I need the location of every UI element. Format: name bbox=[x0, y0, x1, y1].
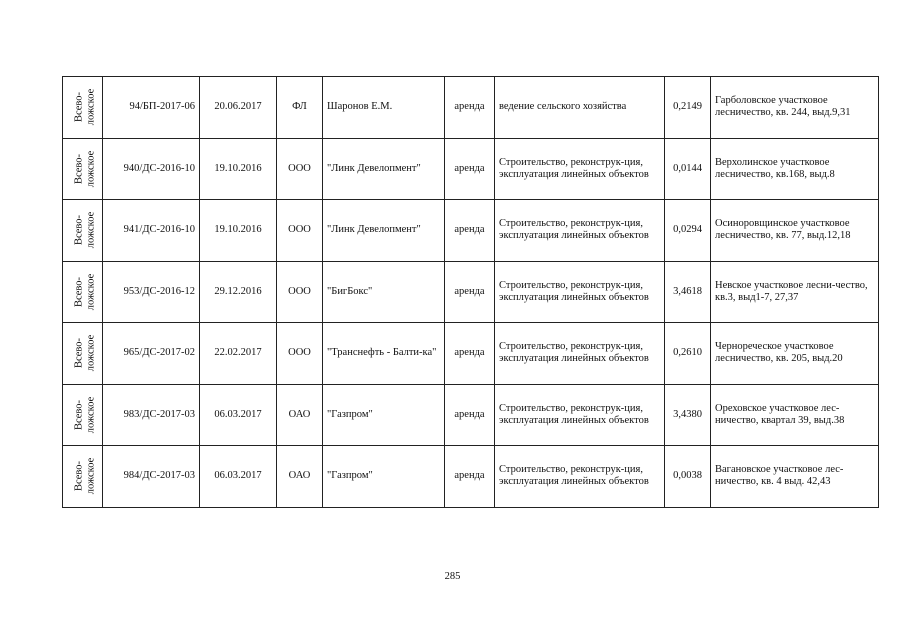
area-value: 3,4380 bbox=[665, 384, 711, 446]
use-type: аренда bbox=[445, 200, 495, 262]
use-type: аренда bbox=[445, 261, 495, 323]
use-purpose: Строительство, реконструк-ция, эксплуатация линейных объектов bbox=[495, 384, 665, 446]
region-label bbox=[73, 458, 97, 495]
use-type: аренда bbox=[445, 138, 495, 200]
region-label-line: ложское bbox=[85, 334, 97, 372]
forest-location: Осиноровщинское участковое лесничество, кв. 77, выд.12,18 bbox=[711, 200, 879, 262]
legal-form: ООО bbox=[277, 138, 323, 200]
region-label bbox=[73, 89, 97, 126]
area-value: 0,0038 bbox=[665, 446, 711, 508]
table-row bbox=[63, 446, 879, 508]
legal-form: ФЛ bbox=[277, 77, 323, 139]
tenant-name: "Линк Девелопмент" bbox=[323, 200, 445, 262]
registry-body bbox=[63, 77, 879, 508]
area-value: 3,4618 bbox=[665, 261, 711, 323]
contract-number: 965/ДС-2017-02 bbox=[103, 323, 200, 385]
use-type: аренда bbox=[445, 446, 495, 508]
legal-form: ООО bbox=[277, 261, 323, 323]
region-label-line: ложское bbox=[85, 457, 97, 495]
region-cell bbox=[63, 200, 103, 262]
contract-date: 20.06.2017 bbox=[200, 77, 277, 139]
region-label bbox=[73, 396, 97, 433]
use-purpose: Строительство, реконструк-ция, эксплуатация линейных объектов bbox=[495, 138, 665, 200]
region-cell bbox=[63, 446, 103, 508]
use-type: аренда bbox=[445, 323, 495, 385]
region-cell bbox=[63, 138, 103, 200]
table-row bbox=[63, 138, 879, 200]
use-purpose: Строительство, реконструк-ция, эксплуатация линейных объектов bbox=[495, 261, 665, 323]
contract-date: 06.03.2017 bbox=[200, 446, 277, 508]
contract-date: 19.10.2016 bbox=[200, 138, 277, 200]
legal-form: ООО bbox=[277, 200, 323, 262]
area-value: 0,2149 bbox=[665, 77, 711, 139]
forest-location: Гарболовское участковое лесничество, кв. 244, выд.9,31 bbox=[711, 77, 879, 139]
table-row bbox=[63, 384, 879, 446]
contract-date: 19.10.2016 bbox=[200, 200, 277, 262]
contract-number: 94/БП-2017-06 bbox=[103, 77, 200, 139]
table-row bbox=[63, 323, 879, 385]
use-purpose: Строительство, реконструк-ция, эксплуатация линейных объектов bbox=[495, 446, 665, 508]
use-purpose: Строительство, реконструк-ция, эксплуатация линейных объектов bbox=[495, 200, 665, 262]
use-type: аренда bbox=[445, 384, 495, 446]
legal-form: ООО bbox=[277, 323, 323, 385]
table-row bbox=[63, 200, 879, 262]
use-purpose: Строительство, реконструк-ция, эксплуатация линейных объектов bbox=[495, 323, 665, 385]
contract-date: 06.03.2017 bbox=[200, 384, 277, 446]
use-type: аренда bbox=[445, 77, 495, 139]
tenant-name: "Газпром" bbox=[323, 446, 445, 508]
region-label-line: Всево- bbox=[73, 461, 85, 492]
contract-number: 941/ДС-2016-10 bbox=[103, 200, 200, 262]
region-label bbox=[73, 150, 97, 187]
region-label bbox=[73, 212, 97, 249]
region-label-line: ложское bbox=[85, 396, 97, 434]
region-label-line: Всево- bbox=[73, 276, 85, 307]
region-label-line: Всево- bbox=[73, 153, 85, 184]
legal-form: ОАО bbox=[277, 384, 323, 446]
tenant-name: "Газпром" bbox=[323, 384, 445, 446]
page-number: 285 bbox=[444, 571, 461, 582]
region-label-line: ложское bbox=[85, 150, 97, 188]
legal-form: ОАО bbox=[277, 446, 323, 508]
region-label bbox=[73, 335, 97, 372]
contract-number: 953/ДС-2016-12 bbox=[103, 261, 200, 323]
region-cell bbox=[63, 323, 103, 385]
contract-number: 984/ДС-2017-03 bbox=[103, 446, 200, 508]
use-purpose: ведение сельского хозяйства bbox=[495, 77, 665, 139]
tenant-name: "Транснефть - Балти-ка" bbox=[323, 323, 445, 385]
area-value: 0,0294 bbox=[665, 200, 711, 262]
forest-location: Невское участковое лесни-чество, кв.3, выд1-7, 27,37 bbox=[711, 261, 879, 323]
contract-number: 983/ДС-2017-03 bbox=[103, 384, 200, 446]
contract-number: 940/ДС-2016-10 bbox=[103, 138, 200, 200]
region-label-line: Всево- bbox=[73, 338, 85, 369]
area-value: 0,2610 bbox=[665, 323, 711, 385]
contract-date: 29.12.2016 bbox=[200, 261, 277, 323]
region-cell bbox=[63, 77, 103, 139]
forest-location: Ореховское участковое лес-ничество, квартал 39, выд.38 bbox=[711, 384, 879, 446]
registry-table bbox=[62, 76, 879, 508]
contract-date: 22.02.2017 bbox=[200, 323, 277, 385]
region-label-line: Всево- bbox=[73, 399, 85, 430]
area-value: 0,0144 bbox=[665, 138, 711, 200]
tenant-name: Шаронов Е.М. bbox=[323, 77, 445, 139]
forest-location: Верхолинское участковое лесничество, кв.168, выд.8 bbox=[711, 138, 879, 200]
region-label-line: ложское bbox=[85, 273, 97, 311]
forest-location: Чернореческое участковое лесничество, кв. 205, выд.20 bbox=[711, 323, 879, 385]
region-label-line: Всево- bbox=[73, 92, 85, 123]
table-row bbox=[63, 77, 879, 139]
tenant-name: "БигБокс" bbox=[323, 261, 445, 323]
tenant-name: "Линк Девелопмент" bbox=[323, 138, 445, 200]
region-label-line: ложское bbox=[85, 88, 97, 126]
table-row bbox=[63, 261, 879, 323]
region-label bbox=[73, 273, 97, 310]
region-label-line: ложское bbox=[85, 211, 97, 249]
region-cell bbox=[63, 261, 103, 323]
region-cell bbox=[63, 384, 103, 446]
region-label-line: Всево- bbox=[73, 215, 85, 246]
forest-location: Вагановское участковое лес-ничество, кв. 4 выд. 42,43 bbox=[711, 446, 879, 508]
